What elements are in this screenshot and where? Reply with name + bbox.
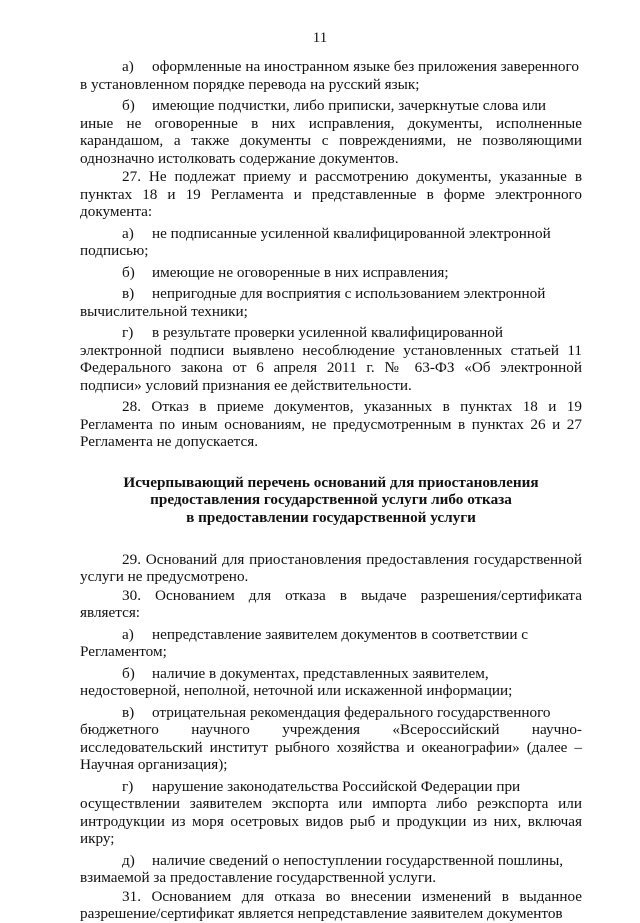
list-marker: а) bbox=[122, 58, 134, 75]
list-text: не подписанные усиленной квалифицированной электронной bbox=[152, 224, 551, 242]
paragraph-27: 27. Не подлежат приему и рассмотрению документы, указанные в пунктах 18 и 19 Регламента и представленные в форме электронного документа: bbox=[80, 168, 582, 220]
list-continuation: электронной подписи выявлено несоблюдение установленных статьей 11 Федерального закона от 6 апреля 2011 г. № 63-ФЗ «Об электронной подписи» условий признания ее действительности. bbox=[80, 341, 582, 394]
list-text: наличие сведений о непоступлении государственной пошлины, bbox=[152, 851, 564, 869]
list-continuation: недостоверной, неполной, неточной или искаженной информации; bbox=[80, 682, 513, 700]
list-text: оформленные на иностранном языке без приложения заверенного bbox=[152, 58, 579, 75]
list-text: в результате проверки усиленной квалифицированной bbox=[152, 324, 503, 341]
list-item bbox=[80, 264, 582, 282]
list-continuation: осуществлении заявителем экспорта или импорта либо реэкспорта или интродукции из моря осетровых видов рыб и продукции из них, включая икру; bbox=[80, 795, 582, 848]
list-continuation: в установленном порядке перевода на русский язык; bbox=[80, 75, 420, 93]
heading-line: в предоставлении государственной услуги bbox=[186, 509, 476, 527]
list-continuation: бюджетного научного учреждения «Всероссийский научно-исследовательский институт рыбного хозяйства и океанографии» (далее – Научная организация); bbox=[80, 721, 582, 774]
list-item bbox=[80, 778, 582, 848]
list-marker: в) bbox=[122, 285, 135, 302]
list-continuation: взимаемой за предоставление государственной услуги. bbox=[80, 869, 437, 887]
paragraph-31: 31. Основанием для отказа во внесении изменений в выданное разрешение/сертификат является непредставление заявителем документов bbox=[80, 887, 582, 923]
list-continuation: подписью; bbox=[80, 242, 149, 259]
list-marker: в) bbox=[122, 703, 135, 721]
list-text: нарушение законодательства Российской Федерации при bbox=[152, 777, 521, 795]
paragraph-30: 30. Основанием для отказа в выдаче разрешения/сертификата является: bbox=[80, 586, 582, 622]
list-text: непригодные для восприятия с использованием электронной bbox=[152, 285, 546, 302]
list-item bbox=[80, 704, 582, 774]
list-item bbox=[80, 97, 582, 167]
paragraph-29: 29. Оснований для приостановления предоставления государственной услуги не предусмотрено. bbox=[80, 550, 582, 586]
paragraph-28: 28. Отказ в приеме документов, указанных в пунктах 18 и 19 Регламента по иным основаниям, не предусмотренным в пунктах 26 и 27 Регламента не допускается. bbox=[80, 398, 582, 450]
list-text: имеющие не оговоренные в них исправления; bbox=[152, 263, 449, 281]
section-heading bbox=[80, 474, 582, 527]
list-continuation: иные не оговоренные в них исправления, документы, исполненные карандашом, а также документы с повреждениями, не позволяющими однозначно истолковать содержание документов. bbox=[80, 114, 582, 167]
list-text: наличие в документах, представленных заявителем, bbox=[152, 664, 489, 682]
list-text: имеющие подчистки, либо приписки, зачеркнутые слова или bbox=[152, 97, 547, 114]
list-continuation: Регламентом; bbox=[80, 643, 167, 661]
list-text: непредставление заявителем документов в соответствии с bbox=[152, 625, 529, 643]
list-item bbox=[80, 626, 582, 661]
list-text: отрицательная рекомендация федерального государственного bbox=[152, 703, 551, 721]
list-marker: б) bbox=[122, 97, 135, 114]
list-marker: б) bbox=[122, 664, 135, 682]
page-content bbox=[80, 58, 582, 923]
list-marker: а) bbox=[122, 625, 134, 643]
list-marker: д) bbox=[122, 851, 135, 869]
heading-line: Исчерпывающий перечень оснований для приостановления bbox=[123, 473, 539, 491]
list-item bbox=[80, 665, 582, 700]
list-marker: г) bbox=[122, 324, 134, 341]
list-item bbox=[80, 852, 582, 887]
list-marker: б) bbox=[122, 263, 135, 281]
list-marker: г) bbox=[122, 777, 134, 795]
page-number: 11 bbox=[312, 30, 328, 46]
list-continuation: вычислительной техники; bbox=[80, 302, 248, 320]
list-item bbox=[80, 58, 582, 93]
list-item bbox=[80, 285, 582, 320]
heading-line: предоставления государственной услуги либо отказа bbox=[150, 491, 512, 509]
list-marker: а) bbox=[122, 224, 134, 242]
list-item bbox=[80, 225, 582, 260]
list-item bbox=[80, 324, 582, 394]
